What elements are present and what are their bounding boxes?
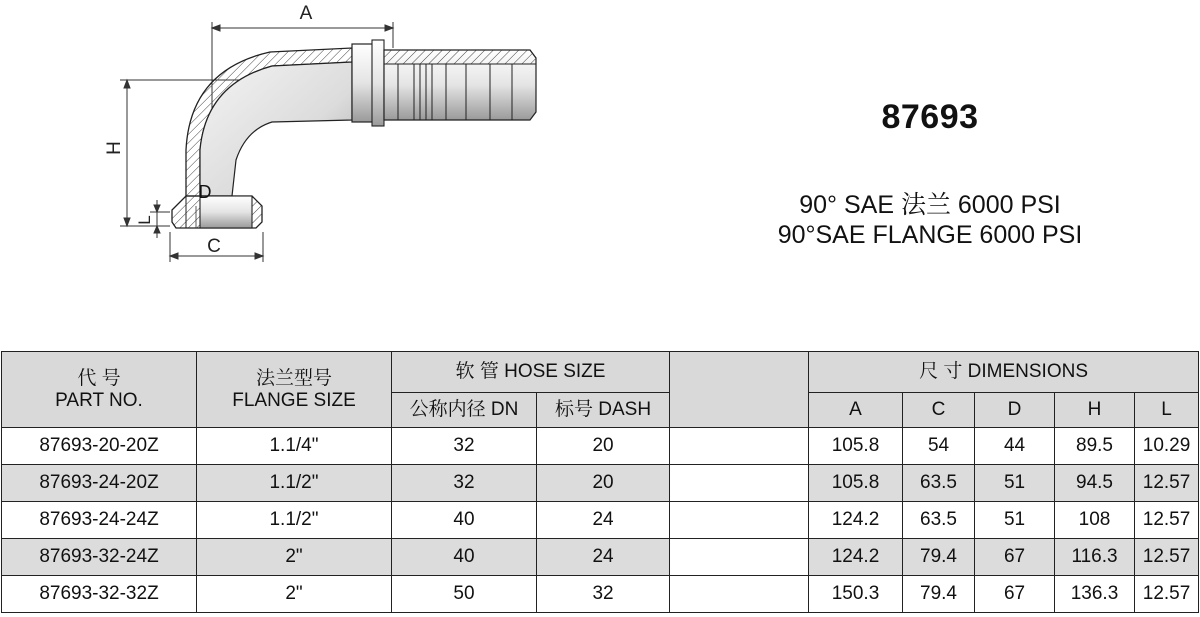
header-part-cn: 代 号 — [77, 367, 121, 389]
cell-d: 67 — [975, 576, 1055, 613]
cell-a: 124.2 — [809, 502, 903, 539]
cell-blank — [670, 576, 809, 613]
cell-flange: 2" — [197, 539, 392, 576]
cell-part: 87693-24-20Z — [2, 465, 197, 502]
cell-h: 116.3 — [1055, 539, 1135, 576]
fitting-drawing — [0, 0, 620, 290]
cell-blank — [670, 502, 809, 539]
cell-h: 89.5 — [1055, 428, 1135, 465]
cell-blank — [670, 465, 809, 502]
cell-d: 44 — [975, 428, 1055, 465]
fitting-body — [172, 40, 536, 228]
header-part-en: PART NO. — [55, 389, 143, 411]
header-a: A — [809, 393, 903, 428]
cell-flange: 1.1/2" — [197, 465, 392, 502]
label-h: H — [104, 141, 125, 155]
cell-part: 87693-32-32Z — [2, 576, 197, 613]
subtitle-en: 90°SAE FLANGE 6000 PSI — [777, 221, 1083, 249]
cell-a: 150.3 — [809, 576, 903, 613]
header-h: H — [1055, 393, 1135, 428]
label-l: L — [135, 215, 154, 225]
spec-table — [1, 351, 1199, 613]
header-hose-size: 软 管 HOSE SIZE — [392, 352, 670, 393]
header-part-no — [2, 352, 197, 428]
cell-d: 51 — [975, 502, 1055, 539]
header-flange-size — [197, 352, 392, 428]
product-code: 87693 — [881, 98, 979, 136]
cell-h: 94.5 — [1055, 465, 1135, 502]
header-flange-cn: 法兰型号 — [255, 367, 332, 389]
cell-l: 10.29 — [1135, 428, 1199, 465]
cell-flange: 1.1/4" — [197, 428, 392, 465]
cell-part: 87693-20-20Z — [2, 428, 197, 465]
header-blank — [670, 352, 809, 428]
cell-blank — [670, 428, 809, 465]
cell-dash: 20 — [537, 465, 670, 502]
cell-l: 12.57 — [1135, 502, 1199, 539]
cell-l: 12.57 — [1135, 539, 1199, 576]
header-flange-en: FLANGE SIZE — [232, 389, 356, 411]
cell-flange: 2" — [197, 576, 392, 613]
cell-a: 105.8 — [809, 465, 903, 502]
cell-part: 87693-32-24Z — [2, 539, 197, 576]
cell-dn: 50 — [392, 576, 537, 613]
table-row — [2, 428, 1199, 465]
table-row — [2, 576, 1199, 613]
cell-c: 63.5 — [903, 502, 975, 539]
cell-dash: 24 — [537, 539, 670, 576]
cell-d: 67 — [975, 539, 1055, 576]
cell-flange: 1.1/2" — [197, 502, 392, 539]
header-row-1 — [2, 352, 1199, 393]
cell-h: 108 — [1055, 502, 1135, 539]
cell-dn: 32 — [392, 465, 537, 502]
cell-h: 136.3 — [1055, 576, 1135, 613]
table-row — [2, 539, 1199, 576]
cell-dash: 32 — [537, 576, 670, 613]
cell-blank — [670, 539, 809, 576]
table-row — [2, 465, 1199, 502]
cell-c: 79.4 — [903, 539, 975, 576]
cell-c: 63.5 — [903, 465, 975, 502]
cell-dn: 40 — [392, 539, 537, 576]
cell-part: 87693-24-24Z — [2, 502, 197, 539]
label-c: C — [207, 236, 221, 257]
label-a: A — [299, 3, 313, 24]
cell-l: 12.57 — [1135, 465, 1199, 502]
header-c: C — [903, 393, 975, 428]
header-dimensions: 尺 寸 DIMENSIONS — [809, 352, 1199, 393]
cell-dn: 40 — [392, 502, 537, 539]
table-row — [2, 502, 1199, 539]
cell-a: 124.2 — [809, 539, 903, 576]
cell-dash: 20 — [537, 428, 670, 465]
header-l: L — [1135, 393, 1199, 428]
cell-a: 105.8 — [809, 428, 903, 465]
subtitle-cn: 90° SAE 法兰 6000 PSI — [799, 191, 1061, 219]
label-d: D — [198, 182, 212, 202]
cell-c: 79.4 — [903, 576, 975, 613]
cell-dn: 32 — [392, 428, 537, 465]
header-dash: 标号 DASH — [537, 393, 670, 428]
cell-dash: 24 — [537, 502, 670, 539]
header-d: D — [975, 393, 1055, 428]
cell-d: 51 — [975, 465, 1055, 502]
cell-l: 12.57 — [1135, 576, 1199, 613]
header-dn: 公称内径 DN — [392, 393, 537, 428]
cell-c: 54 — [903, 428, 975, 465]
